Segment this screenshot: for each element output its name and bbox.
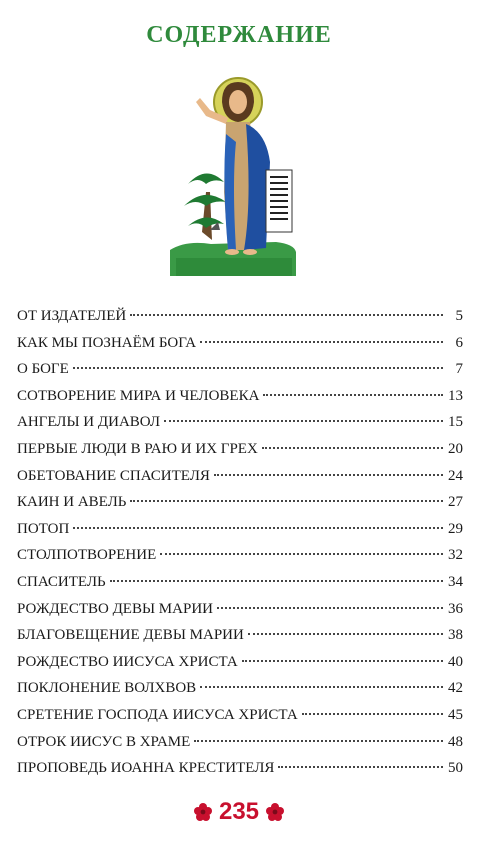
toc-entry[interactable] bbox=[17, 356, 463, 383]
dot-leader bbox=[110, 580, 443, 582]
toc-entry-page: 24 bbox=[448, 467, 463, 484]
dot-leader bbox=[73, 367, 443, 369]
toc-entry[interactable] bbox=[17, 622, 463, 649]
toc-entry-title: СРЕТЕНИЕ ГОСПОДА ИИСУСА ХРИСТА bbox=[17, 706, 298, 723]
toc-entry-page: 38 bbox=[448, 627, 463, 644]
toc-entry[interactable] bbox=[17, 330, 463, 357]
toc-entry[interactable] bbox=[17, 755, 463, 782]
dot-leader bbox=[242, 660, 443, 662]
toc-entry-page: 40 bbox=[448, 653, 463, 670]
dot-leader bbox=[73, 527, 443, 529]
page-number: 235 bbox=[218, 798, 260, 825]
flower-ornament-icon bbox=[193, 802, 213, 822]
toc-entry[interactable] bbox=[17, 383, 463, 410]
toc-entry[interactable] bbox=[17, 649, 463, 676]
table-of-contents bbox=[17, 303, 463, 782]
toc-entry[interactable] bbox=[17, 596, 463, 623]
toc-entry[interactable] bbox=[17, 436, 463, 463]
toc-entry-page: 45 bbox=[448, 706, 463, 723]
toc-entry-page: 29 bbox=[448, 520, 463, 537]
toc-entry[interactable] bbox=[17, 463, 463, 490]
toc-entry-page: 6 bbox=[455, 334, 463, 351]
dot-leader bbox=[214, 474, 443, 476]
toc-entry-page: 5 bbox=[455, 308, 463, 324]
footer bbox=[0, 798, 478, 826]
toc-entry-title: СОТВОРЕНИЕ МИРА И ЧЕЛОВЕКА bbox=[17, 387, 260, 404]
dot-leader bbox=[302, 713, 443, 715]
flower-ornament-icon bbox=[265, 802, 285, 822]
dot-leader bbox=[248, 633, 443, 635]
john-the-baptist-icon bbox=[166, 72, 302, 280]
toc-entry-title: О БОГЕ bbox=[17, 361, 69, 378]
dot-leader bbox=[160, 553, 443, 555]
dot-leader bbox=[217, 607, 443, 609]
toc-entry-title: РОЖДЕСТВО ДЕВЫ МАРИИ bbox=[17, 600, 213, 617]
dot-leader bbox=[194, 740, 443, 742]
toc-entry[interactable] bbox=[17, 409, 463, 436]
toc-entry-title: КАИН И АВЕЛЬ bbox=[17, 494, 127, 511]
page-title: СОДЕРЖАНИЕ bbox=[146, 22, 332, 48]
dot-leader bbox=[263, 394, 443, 396]
toc-entry-page: 27 bbox=[448, 494, 463, 511]
dot-leader bbox=[200, 341, 443, 343]
toc-entry[interactable] bbox=[17, 729, 463, 756]
toc-entry-title: ПОКЛОНЕНИЕ ВОЛХВОВ bbox=[17, 680, 197, 697]
toc-entry[interactable] bbox=[17, 489, 463, 516]
toc-entry-title: ОТРОК ИИСУС В ХРАМЕ bbox=[17, 733, 191, 750]
toc-entry-title: КАК МЫ ПОЗНАЁМ БОГА bbox=[17, 334, 197, 351]
toc-entry-title: ПЕРВЫЕ ЛЮДИ В РАЮ И ИХ ГРЕХ bbox=[17, 440, 258, 457]
dot-leader bbox=[262, 447, 443, 449]
toc-entry-title: СТОЛПОТВОРЕНИЕ bbox=[17, 547, 157, 564]
toc-entry-title: ПОТОП bbox=[17, 520, 70, 537]
toc-entry[interactable] bbox=[17, 303, 463, 330]
toc-entry[interactable] bbox=[17, 516, 463, 543]
toc-entry-page: 48 bbox=[448, 733, 463, 750]
toc-entry[interactable] bbox=[17, 675, 463, 702]
dot-leader bbox=[130, 500, 443, 502]
toc-entry[interactable] bbox=[17, 569, 463, 596]
toc-entry-page: 36 bbox=[448, 600, 463, 617]
toc-entry-page: 42 bbox=[448, 680, 463, 697]
toc-entry[interactable] bbox=[17, 542, 463, 569]
toc-entry-title: ОБЕТОВАНИЕ СПАСИТЕЛЯ bbox=[17, 467, 210, 484]
toc-entry-page: 34 bbox=[448, 573, 463, 590]
toc-entry-page: 20 bbox=[448, 440, 463, 457]
toc-entry-page: 15 bbox=[448, 414, 463, 431]
toc-entry-title: ОТ ИЗДАТЕЛЕЙ bbox=[17, 308, 127, 324]
dot-leader bbox=[130, 314, 443, 316]
dot-leader bbox=[278, 766, 443, 768]
toc-entry-title: РОЖДЕСТВО ИИСУСА ХРИСТА bbox=[17, 653, 238, 670]
toc-entry-page: 50 bbox=[448, 760, 463, 777]
toc-entry-page: 13 bbox=[448, 387, 463, 404]
toc-entry[interactable] bbox=[17, 702, 463, 729]
toc-entry-page: 7 bbox=[455, 361, 463, 378]
toc-entry-title: СПАСИТЕЛЬ bbox=[17, 573, 106, 590]
dot-leader bbox=[200, 686, 443, 688]
toc-entry-title: АНГЕЛЫ И ДИАВОЛ bbox=[17, 414, 161, 431]
toc-entry-title: ПРОПОВЕДЬ ИОАННА КРЕСТИТЕЛЯ bbox=[17, 760, 275, 777]
dot-leader bbox=[164, 420, 443, 422]
toc-entry-page: 32 bbox=[448, 547, 463, 564]
toc-entry-title: БЛАГОВЕЩЕНИЕ ДЕВЫ МАРИИ bbox=[17, 627, 244, 644]
